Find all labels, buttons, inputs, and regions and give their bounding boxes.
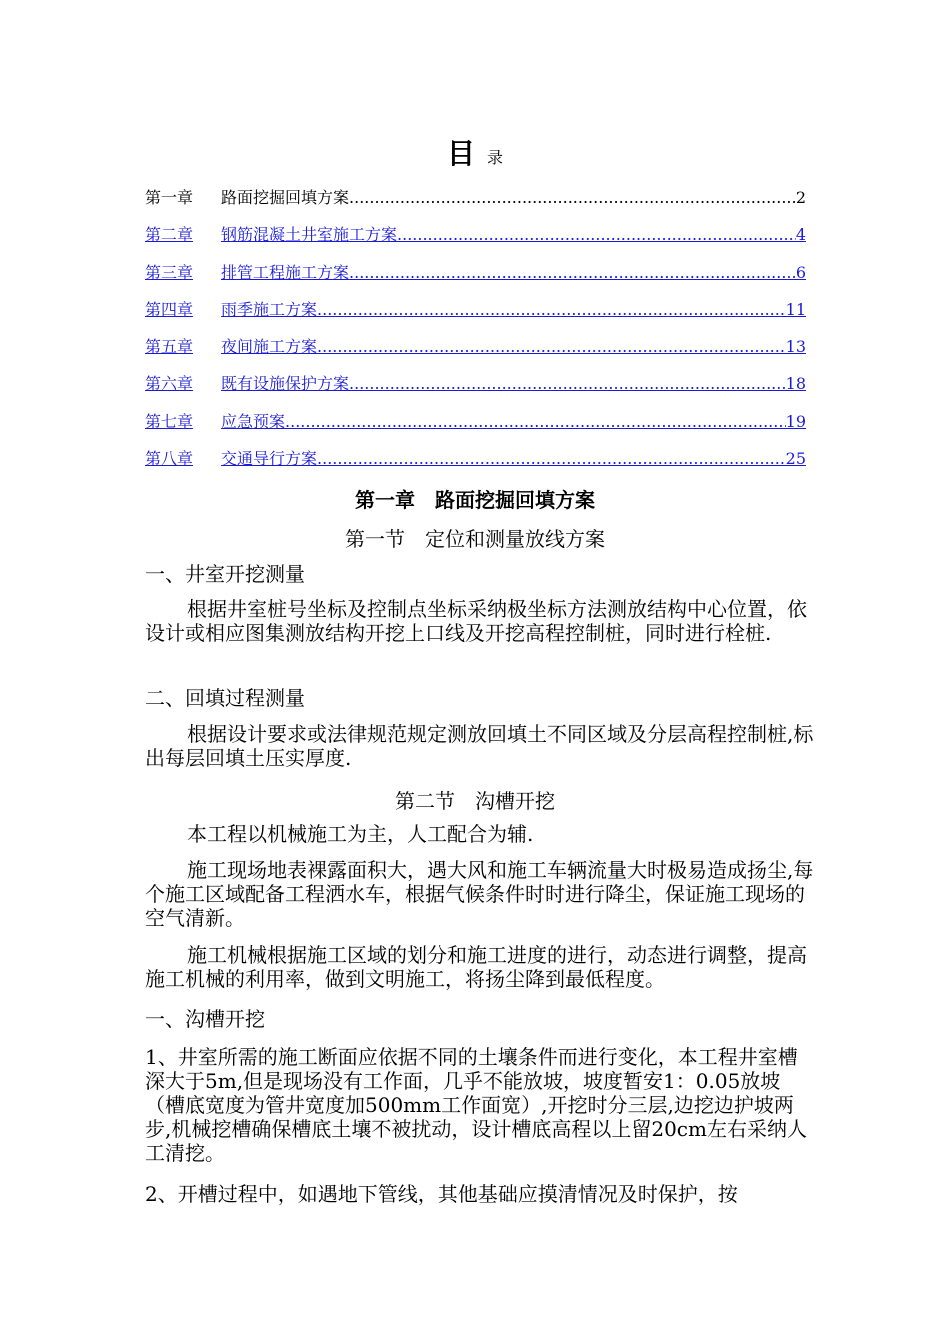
toc-chapter: 第六章 — [145, 374, 194, 394]
toc-leader — [349, 261, 796, 285]
toc-leader — [317, 447, 786, 471]
toc-entry-4[interactable] — [145, 298, 806, 335]
toc-entry-1[interactable] — [145, 186, 806, 223]
toc-chapter: 第四章 — [145, 299, 194, 319]
item-heading-3: 一、沟槽开挖 — [145, 1007, 265, 1031]
toc-page: 11 — [785, 299, 806, 319]
toc-chapter: 第七章 — [145, 411, 194, 431]
toc-page: 6 — [795, 262, 806, 282]
toc-page: 18 — [785, 374, 806, 394]
paragraph-item2: 根据设计要求或法律规范规定测放回填土不同区域及分层高程控制桩,标出每层回填土压实厚度. — [145, 722, 814, 770]
toc-page: 13 — [785, 337, 806, 357]
toc-name: 路面挖掘回填方案 — [221, 188, 350, 207]
toc-leader — [317, 335, 786, 359]
toc-name: 交通导行方案 — [221, 449, 318, 469]
paragraph-5: 2、开槽过程中，如遇地下管线，其他基础应摸清情况及时保护，按 — [145, 1182, 738, 1206]
toc-name: 雨季施工方案 — [221, 299, 318, 319]
toc-page: 19 — [785, 411, 806, 431]
paragraph-2: 施工现场地表裸露面积大，遇大风和施工车辆流量大时极易造成扬尘,每个施工区域配备工程洒水车，根据气候条件时时进行降尘，保证施工现场的空气清新。 — [145, 858, 814, 930]
toc-entry-2[interactable] — [145, 223, 806, 260]
toc-leader — [349, 186, 796, 210]
toc-entry-3[interactable] — [145, 261, 806, 298]
toc-name: 既有设施保护方案 — [221, 374, 350, 394]
toc-chapter: 第三章 — [145, 262, 194, 282]
toc-chapter: 第二章 — [145, 225, 194, 245]
toc-entry-8[interactable] — [145, 447, 806, 484]
toc-name: 钢筋混凝土井室施工方案 — [221, 225, 398, 245]
table-of-contents — [145, 186, 806, 484]
section-heading-2: 第二节 沟槽开挖 — [395, 789, 555, 813]
toc-title-main: 目 — [446, 137, 475, 170]
toc-leader — [349, 372, 786, 396]
toc-entry-6[interactable] — [145, 372, 806, 409]
toc-leader — [317, 298, 786, 322]
toc-title — [0, 132, 950, 172]
item-heading-1: 一、井室开挖测量 — [145, 562, 305, 586]
toc-leader — [397, 223, 796, 247]
toc-name: 夜间施工方案 — [221, 337, 318, 357]
toc-chapter: 第八章 — [145, 449, 194, 469]
toc-leader — [285, 410, 786, 434]
paragraph-item1: 根据井室桩号坐标及控制点坐标采纳极坐标方法测放结构中心位置，依设计或相应图集测放结构开挖上口线及开挖高程控制桩，同时进行栓桩. — [145, 597, 807, 645]
toc-page: 25 — [785, 449, 806, 469]
toc-chapter: 第五章 — [145, 337, 194, 357]
toc-title-suffix: 录 — [487, 148, 504, 167]
chapter-heading: 第一章 路面挖掘回填方案 — [355, 488, 595, 512]
toc-entry-5[interactable] — [145, 335, 806, 372]
section-heading-1: 第一节 定位和测量放线方案 — [345, 527, 605, 551]
item-heading-2: 二、回填过程测量 — [145, 686, 305, 710]
paragraph-4: 1、井室所需的施工断面应依据不同的土壤条件而进行变化，本工程井室槽深大于5m,但是现场没有工作面，几乎不能放坡，坡度暂安1：0.05放坡（槽底宽度为管井宽度加500mm工作面宽）,开挖时分三层,边挖边护坡两步,机械挖槽确保槽底土壤不被扰动，设计槽底高程以上留20cm左右采纳人工清挖。 — [145, 1045, 807, 1165]
toc-page: 4 — [795, 225, 806, 245]
paragraph-1: 本工程以机械施工为主，人工配合为辅. — [187, 822, 534, 846]
toc-chapter: 第一章 — [145, 188, 194, 207]
paragraph-3: 施工机械根据施工区域的划分和施工进度的进行，动态进行调整，提高施工机械的利用率，做到文明施工，将扬尘降到最低程度。 — [145, 943, 807, 991]
toc-name: 应急预案 — [221, 411, 286, 431]
toc-entry-7[interactable] — [145, 410, 806, 447]
toc-page: 2 — [795, 188, 806, 207]
toc-name: 排管工程施工方案 — [221, 262, 350, 282]
